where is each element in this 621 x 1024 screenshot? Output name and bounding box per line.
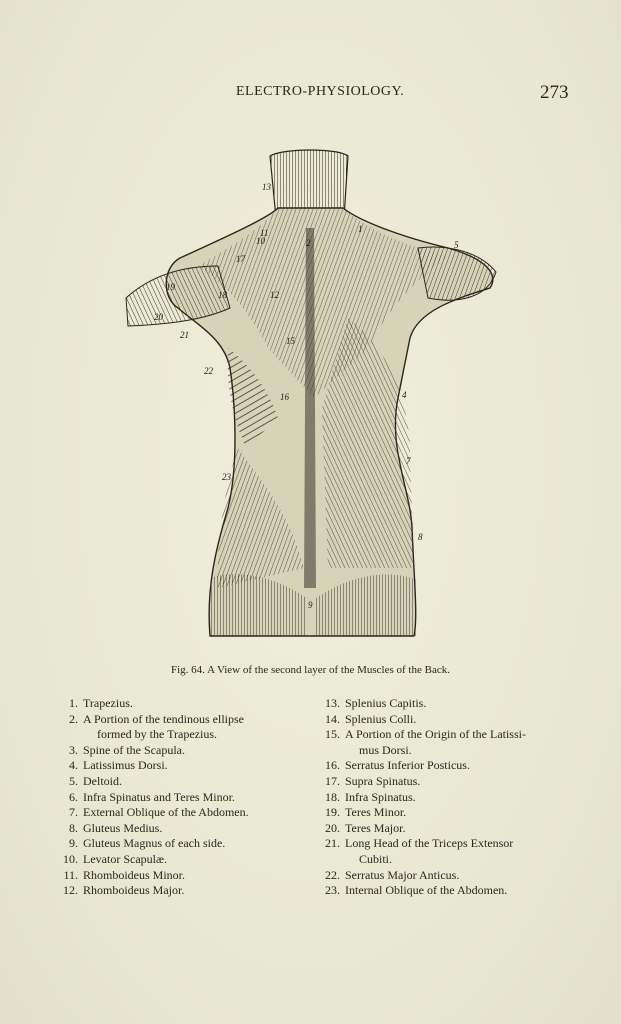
plate-label: 11 — [260, 228, 269, 238]
legend-item: 4. Latissimus Dorsi. — [69, 758, 168, 773]
plate-label: 19 — [166, 282, 175, 292]
plate-label: 12 — [270, 290, 279, 300]
back-muscles-illustration — [118, 148, 503, 648]
legend-item: 8. Gluteus Medius. — [69, 820, 163, 835]
plate-label: 22 — [204, 366, 213, 376]
legend-item: 18. Infra Spinatus. — [325, 789, 416, 804]
legend-item-continuation: formed by the Trapezius. — [97, 727, 217, 742]
anatomical-figure — [118, 148, 503, 648]
plate-label: 1 — [358, 224, 363, 234]
plate-label: 18 — [218, 290, 227, 300]
plate-label: 9 — [308, 600, 313, 610]
plate-label: 5 — [454, 240, 459, 250]
plate-label: 7 — [406, 456, 411, 466]
running-head — [0, 82, 621, 106]
legend-item: 3. Spine of the Scapula. — [69, 742, 185, 757]
plate-label: 15 — [286, 336, 295, 346]
legend-item-continuation: mus Dorsi. — [359, 742, 412, 757]
legend-item: 15. A Portion of the Origin of the Latissi- — [325, 727, 526, 742]
legend-item: 2. A Portion of the tendinous ellipse — [69, 711, 244, 726]
legend-right-column — [314, 696, 572, 899]
legend-item: 21. Long Head of the Triceps Extensor — [325, 836, 514, 851]
legend-left-column — [52, 696, 302, 899]
legend-item: 1. Trapezius. — [69, 696, 133, 710]
legend-item: 13. Splenius Capitis. — [325, 696, 427, 710]
page-number: 273 — [540, 82, 569, 103]
legend-item-continuation: Cubiti. — [359, 851, 393, 866]
legend-item: 19. Teres Minor. — [325, 805, 407, 820]
plate-label: 21 — [180, 330, 189, 340]
legend-item: 6. Infra Spinatus and Teres Minor. — [69, 789, 235, 804]
legend-item: 9. Gluteus Magnus of each side. — [69, 836, 226, 851]
running-title: ELECTRO-PHYSIOLOGY. — [236, 84, 405, 99]
legend-item: 10. Levator Scapulæ. — [63, 851, 167, 866]
legend-item: 12. Rhomboideus Major. — [63, 883, 185, 898]
legend-item: 16. Serratus Inferior Posticus. — [325, 758, 470, 773]
legend-item: 17. Supra Spinatus. — [325, 773, 421, 788]
plate-label: 23 — [222, 472, 231, 482]
legend-item: 11. Rhomboideus Minor. — [63, 867, 186, 882]
legend-item: 5. Deltoid. — [69, 773, 122, 788]
legend-item: 22. Serratus Major Anticus. — [325, 867, 460, 882]
plate-label: 4 — [402, 390, 407, 400]
legend-item: 23. Internal Oblique of the Abdomen. — [325, 883, 508, 898]
plate-label: 20 — [154, 312, 163, 322]
plate-label: 8 — [418, 532, 423, 542]
plate-label: 13 — [262, 182, 271, 192]
legend-item: 7. External Oblique of the Abdomen. — [69, 805, 249, 820]
plate-label: 16 — [280, 392, 289, 402]
figure-caption: Fig. 64. A View of the second layer of the Muscles of the Back. — [171, 664, 450, 676]
legend-item: 14. Splenius Colli. — [325, 711, 417, 726]
plate-label: 17 — [236, 254, 245, 264]
plate-label: 2 — [306, 238, 311, 248]
legend-item: 20. Teres Major. — [325, 820, 406, 835]
plate-label: 10 — [256, 236, 265, 246]
